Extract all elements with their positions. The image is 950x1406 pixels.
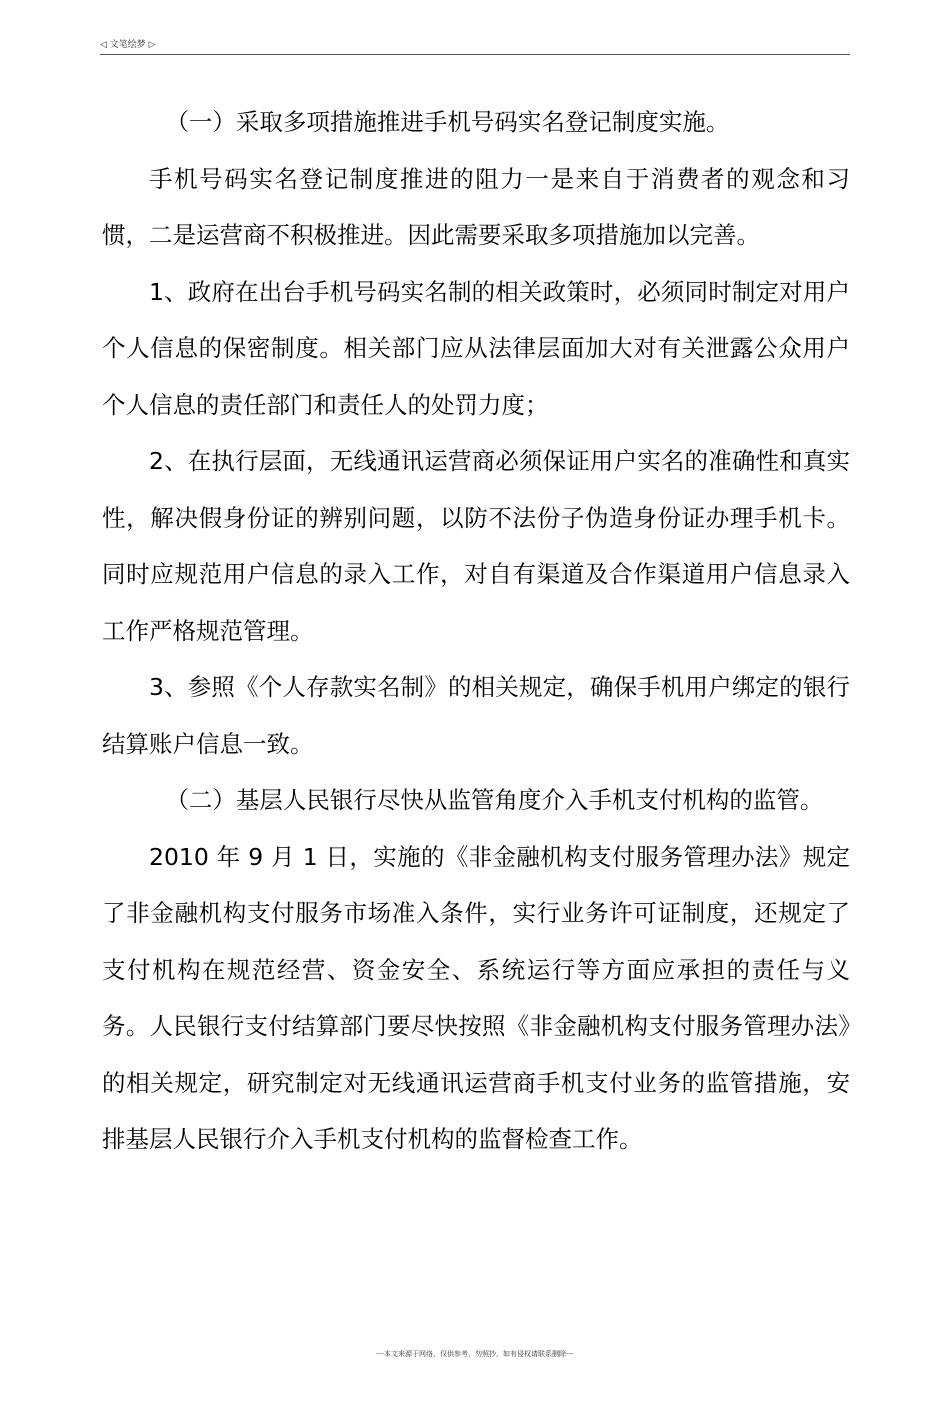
list-item-2: 2、在执行层面，无线通讯运营商必须保证用户实名的准确性和真实性，解决假身份证的辨别问题，以防不法份子伪造身份证办理手机卡。同时应规范用户信息的录入工作，对自有渠道及合作渠道用户信息录入工作严格规范管理。 <box>102 447 850 645</box>
body-paragraph: 2010 年 9 月 1 日，实施的《非金融机构支付服务管理办法》规定了非金融机构支付服务市场准入条件，实行业务许可证制度，还规定了支付机构在规范经营、资金安全、系统运行等方面应承担的责任与义务。人民银行支付结算部门要尽快按照《非金融机构支付服务管理办法》的相关规定，研究制定对无线通讯运营商手机支付业务的监管措施，安排基层人民银行介入手机支付机构的监督检查工作。 <box>102 842 850 1153</box>
section-heading-2: （二）基层人民银行尽快从监管角度介入手机支付机构的监管。 <box>165 786 824 814</box>
page-header <box>100 38 850 55</box>
body-paragraph: 手机号码实名登记制度推进的阻力一是来自于消费者的观念和习惯，二是运营商不积极推进。因此需要采取多项措施加以完善。 <box>102 164 850 249</box>
header-title: ◁ 文笔绘梦 ▷ <box>100 40 156 50</box>
section-heading-1: （一）采取多项措施推进手机号码实名登记制度实施。 <box>165 108 730 136</box>
page-footer: ---本文来源于网络，仅供参考，勿照抄，如有侵权请联系删除--- <box>376 1350 574 1358</box>
list-item-1: 1、政府在出台手机号码实名制的相关政策时，必须同时制定对用户个人信息的保密制度。相关部门应从法律层面加大对有关泄露公众用户个人信息的责任部门和责任人的处罚力度； <box>102 277 850 419</box>
document-body <box>102 94 850 1168</box>
list-item-3: 3、参照《个人存款实名制》的相关规定，确保手机用户绑定的银行结算账户信息一致。 <box>102 673 850 758</box>
